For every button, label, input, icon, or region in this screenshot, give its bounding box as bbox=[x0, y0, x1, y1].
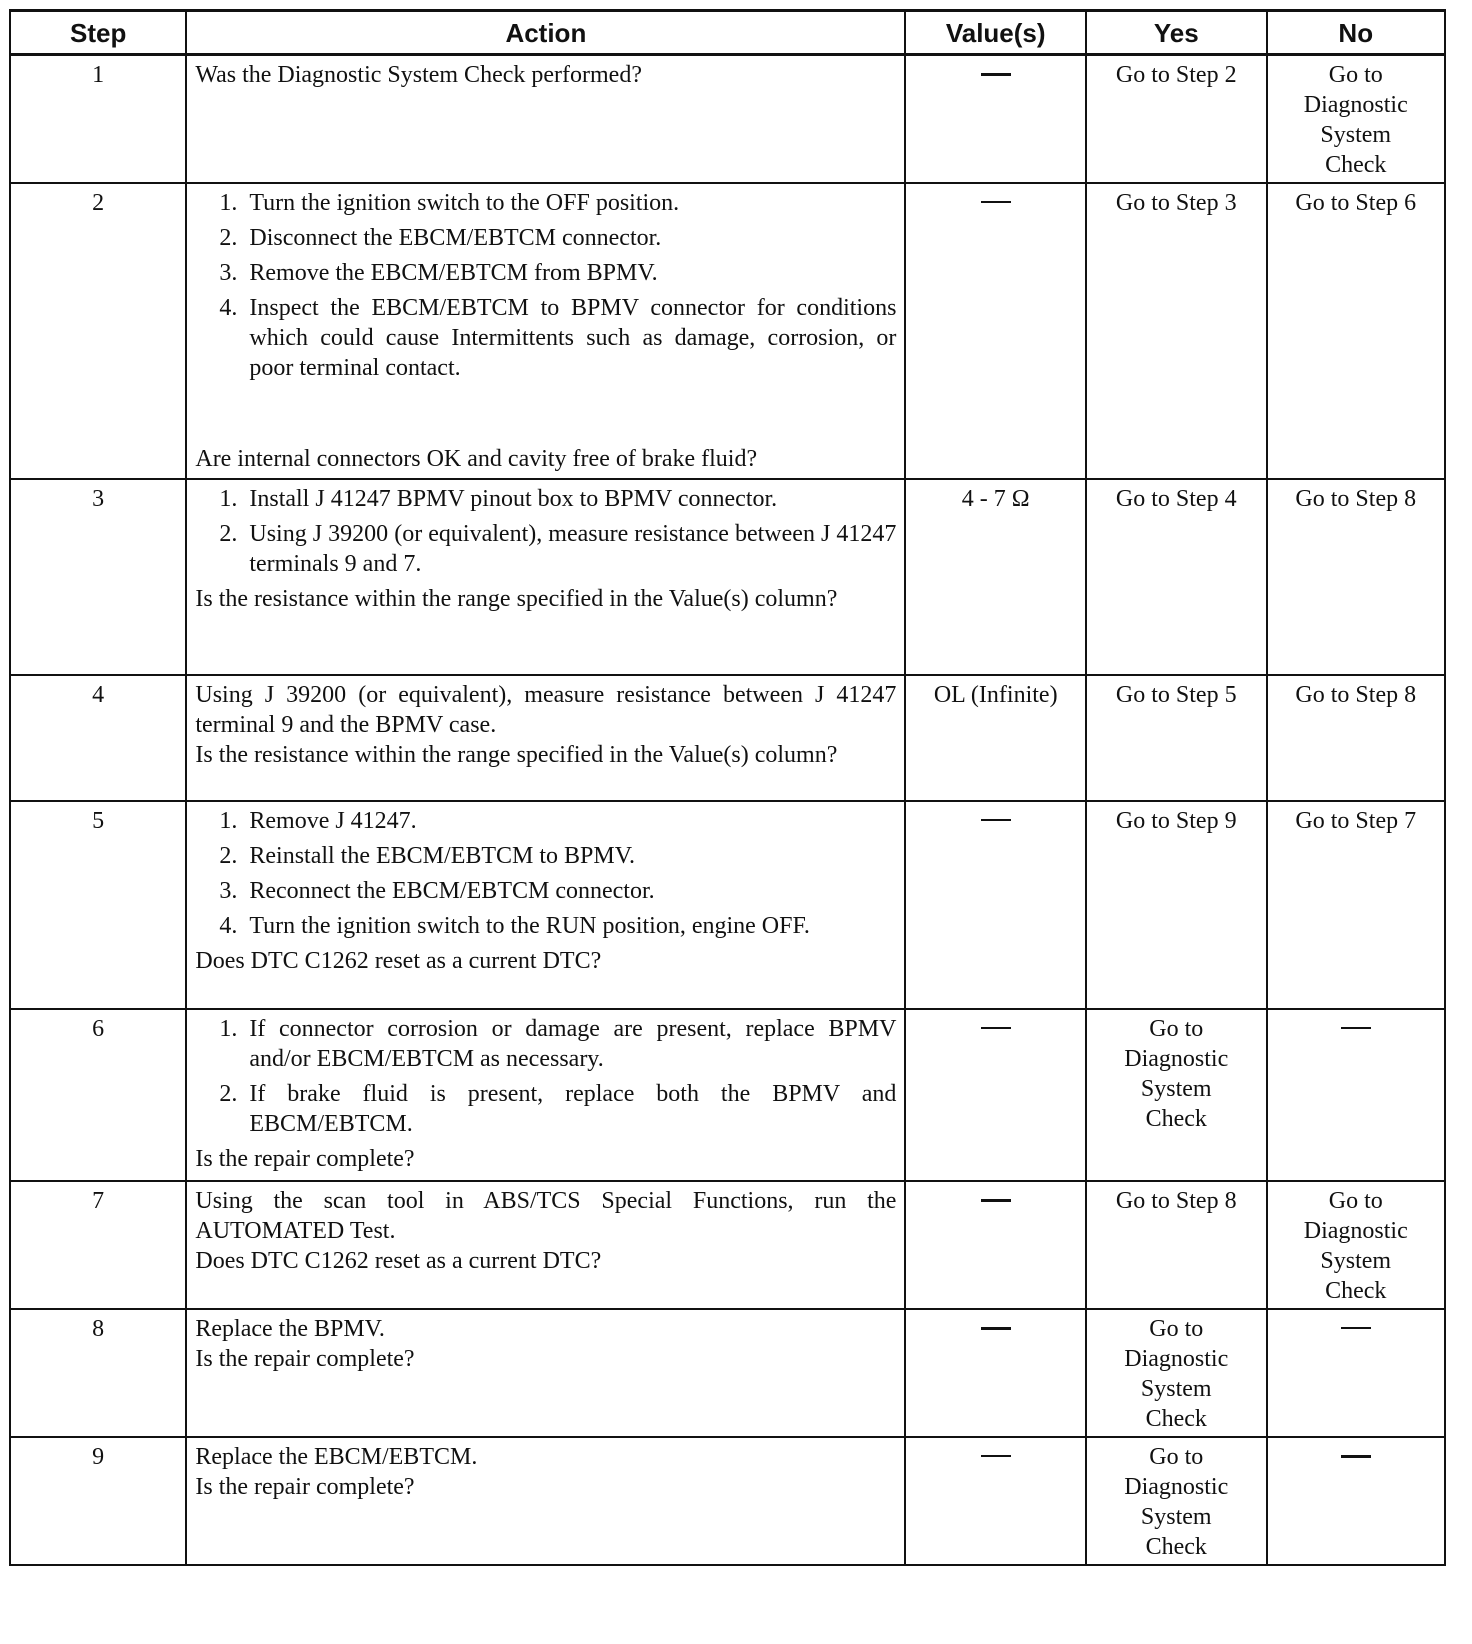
header-yes: Yes bbox=[1086, 11, 1267, 55]
no-cell: Go to Step 7 bbox=[1267, 801, 1445, 1009]
value-cell bbox=[905, 801, 1086, 1009]
action-list bbox=[195, 484, 896, 579]
table-row bbox=[10, 183, 1445, 479]
no-cell: Go to Step 8 bbox=[1267, 479, 1445, 675]
value-dash bbox=[981, 201, 1011, 203]
list-item-text: Using J 39200 (or equivalent), measure resistance between J 41247 terminals 9 and 7. bbox=[249, 521, 897, 577]
yes-cell: Go to Step 4 bbox=[1086, 479, 1267, 675]
list-item-text: Turn the ignition switch to the RUN position, engine OFF. bbox=[249, 913, 810, 939]
no-cell bbox=[1267, 1437, 1445, 1565]
table-row bbox=[10, 1009, 1445, 1181]
diagnostic-table bbox=[9, 9, 1446, 1566]
list-item: 4. Inspect the EBCM/EBTCM to BPMV connector for conditions which could cause Intermittents such as damage, corrosion, or poor terminal contact. bbox=[219, 295, 897, 381]
value-cell bbox=[905, 1309, 1086, 1437]
value-dash bbox=[981, 73, 1011, 76]
value-dash bbox=[981, 1327, 1011, 1330]
table-row bbox=[10, 1437, 1445, 1565]
step-number: 2 bbox=[10, 183, 186, 479]
list-item: 3. Remove the EBCM/EBTCM from BPMV. bbox=[219, 260, 658, 286]
no-cell bbox=[1267, 1009, 1445, 1181]
action-cell bbox=[186, 479, 905, 675]
value-dash bbox=[981, 1455, 1011, 1457]
header-action: Action bbox=[186, 11, 905, 55]
no-dash bbox=[1341, 1327, 1371, 1329]
action-intro: Using the scan tool in ABS/TCS Special Functions, run the AUTOMATED Test. bbox=[195, 1188, 897, 1244]
value-dash bbox=[981, 819, 1011, 821]
value-dash bbox=[981, 1027, 1011, 1029]
value-cell: OL (Infinite) bbox=[905, 675, 1086, 801]
value-cell bbox=[905, 1009, 1086, 1181]
yes-cell: Go to Diagnostic System Check bbox=[1086, 1437, 1267, 1565]
list-item-text: Disconnect the EBCM/EBTCM connector. bbox=[249, 225, 662, 251]
list-item-text: Remove the EBCM/EBTCM from BPMV. bbox=[249, 260, 658, 286]
step-number: 8 bbox=[10, 1309, 186, 1437]
action-question: Is the repair complete? bbox=[195, 1146, 415, 1172]
list-item: 2. Using J 39200 (or equivalent), measure resistance between J 41247 terminals 9 and 7. bbox=[219, 521, 897, 577]
table-row bbox=[10, 479, 1445, 675]
action-question: Was the Diagnostic System Check performed? bbox=[195, 62, 642, 88]
yes-cell: Go to Step 8 bbox=[1086, 1181, 1267, 1309]
no-cell: Go to Step 8 bbox=[1267, 675, 1445, 801]
yes-cell: Go to Step 9 bbox=[1086, 801, 1267, 1009]
action-intro: Replace the EBCM/EBTCM. bbox=[195, 1444, 478, 1470]
header-row bbox=[10, 11, 1445, 55]
action-question: Is the resistance within the range specified in the Value(s) column? bbox=[195, 586, 838, 612]
yes-cell: Go to Step 2 bbox=[1086, 55, 1267, 184]
no-cell: Go to Diagnostic System Check bbox=[1267, 1181, 1445, 1309]
no-dash bbox=[1341, 1455, 1371, 1458]
list-item: 1. If connector corrosion or damage are present, replace BPMV and/or EBCM/EBTCM as necessary. bbox=[219, 1016, 897, 1072]
value-cell bbox=[905, 55, 1086, 184]
action-intro: Using J 39200 (or equivalent), measure resistance between J 41247 terminal 9 and the BPMV case. bbox=[195, 682, 897, 738]
list-item: 1. Remove J 41247. bbox=[219, 808, 417, 834]
list-item-text: Inspect the EBCM/EBTCM to BPMV connector for conditions which could cause Intermittents such as damage, corrosion, or poor terminal contact. bbox=[249, 295, 897, 381]
step-number: 3 bbox=[10, 479, 186, 675]
list-item-text: Remove J 41247. bbox=[249, 808, 417, 834]
action-list bbox=[195, 806, 896, 941]
action-question: Does DTC C1262 reset as a current DTC? bbox=[195, 1248, 602, 1274]
action-question: Is the resistance within the range specified in the Value(s) column? bbox=[195, 742, 838, 768]
list-item: 3. Reconnect the EBCM/EBTCM connector. bbox=[219, 878, 655, 904]
step-number: 1 bbox=[10, 55, 186, 184]
action-question: Is the repair complete? bbox=[195, 1474, 415, 1500]
yes-cell: Go to Step 5 bbox=[1086, 675, 1267, 801]
list-item-text: If connector corrosion or damage are present, replace BPMV and/or EBCM/EBTCM as necessary. bbox=[249, 1016, 897, 1072]
list-item-text: Turn the ignition switch to the OFF position. bbox=[249, 190, 680, 216]
action-question: Does DTC C1262 reset as a current DTC? bbox=[195, 948, 602, 974]
action-cell bbox=[186, 1009, 905, 1181]
no-dash bbox=[1341, 1027, 1371, 1029]
list-item: 2. If brake fluid is present, replace both the BPMV and EBCM/EBTCM. bbox=[219, 1081, 897, 1137]
table-row bbox=[10, 801, 1445, 1009]
header-values: Value(s) bbox=[905, 11, 1086, 55]
action-list bbox=[195, 188, 896, 383]
value-cell bbox=[905, 1181, 1086, 1309]
action-question: Is the repair complete? bbox=[195, 1346, 415, 1372]
step-number: 7 bbox=[10, 1181, 186, 1309]
table-row bbox=[10, 1181, 1445, 1309]
list-item: 1. Install J 41247 BPMV pinout box to BPMV connector. bbox=[219, 486, 778, 512]
list-item: 1. Turn the ignition switch to the OFF position. bbox=[219, 190, 680, 216]
list-item: 2. Disconnect the EBCM/EBTCM connector. bbox=[219, 225, 662, 251]
step-number: 6 bbox=[10, 1009, 186, 1181]
header-step: Step bbox=[10, 11, 186, 55]
action-question: Are internal connectors OK and cavity free of brake fluid? bbox=[195, 446, 758, 472]
value-cell bbox=[905, 183, 1086, 479]
step-number: 4 bbox=[10, 675, 186, 801]
list-item-text: If brake fluid is present, replace both the BPMV and EBCM/EBTCM. bbox=[249, 1081, 897, 1137]
action-cell bbox=[186, 675, 905, 801]
yes-cell: Go to Diagnostic System Check bbox=[1086, 1009, 1267, 1181]
action-list bbox=[195, 1014, 896, 1139]
table-row bbox=[10, 1309, 1445, 1437]
spacer bbox=[195, 388, 896, 444]
action-cell bbox=[186, 1309, 905, 1437]
action-cell bbox=[186, 1181, 905, 1309]
list-item: 4. Turn the ignition switch to the RUN position, engine OFF. bbox=[219, 913, 810, 939]
action-cell bbox=[186, 801, 905, 1009]
table-row bbox=[10, 55, 1445, 184]
action-cell bbox=[186, 1437, 905, 1565]
yes-cell: Go to Diagnostic System Check bbox=[1086, 1309, 1267, 1437]
list-item-text: Reinstall the EBCM/EBTCM to BPMV. bbox=[249, 843, 635, 869]
action-intro: Replace the BPMV. bbox=[195, 1316, 385, 1342]
value-cell: 4 - 7 Ω bbox=[905, 479, 1086, 675]
value-dash bbox=[981, 1199, 1011, 1202]
list-item-text: Install J 41247 BPMV pinout box to BPMV connector. bbox=[249, 486, 778, 512]
no-cell bbox=[1267, 1309, 1445, 1437]
step-number: 9 bbox=[10, 1437, 186, 1565]
table-row bbox=[10, 675, 1445, 801]
yes-cell: Go to Step 3 bbox=[1086, 183, 1267, 479]
diagnostic-table-sheet bbox=[9, 9, 1446, 1566]
no-cell: Go to Step 6 bbox=[1267, 183, 1445, 479]
list-item-text: Reconnect the EBCM/EBTCM connector. bbox=[249, 878, 655, 904]
action-cell bbox=[186, 55, 905, 184]
step-number: 5 bbox=[10, 801, 186, 1009]
header-no: No bbox=[1267, 11, 1445, 55]
no-cell: Go to Diagnostic System Check bbox=[1267, 55, 1445, 184]
action-cell bbox=[186, 183, 905, 479]
value-cell bbox=[905, 1437, 1086, 1565]
list-item: 2. Reinstall the EBCM/EBTCM to BPMV. bbox=[219, 843, 635, 869]
